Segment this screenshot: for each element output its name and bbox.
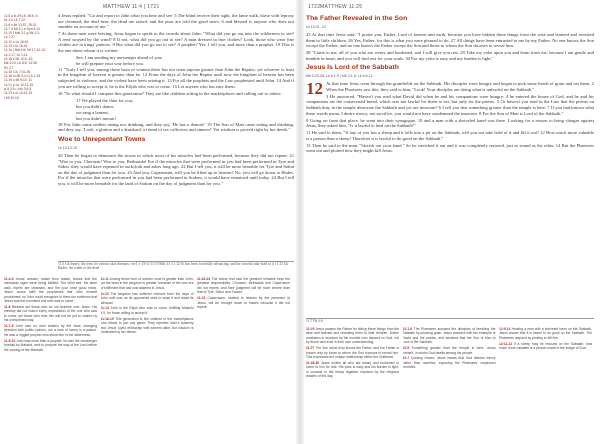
cross-reference: 11:23 s Is 14:13-15 <box>4 91 32 96</box>
poetry-line: See, I am sending my messenger ahead of you; <box>76 54 163 60</box>
right-page <box>300 0 600 444</box>
study-note-reference: 11:25 <box>306 327 315 331</box>
study-note-text: Jesus' answer, drawn from Isaiah, shows that the messianic signs were being fulfilled. The blind see, the lame walk, lepers are cleansed, and the poor hear good news. Jesus' works fulfill the prophecies that John himself proclaimed, so John could recognize in them the evidence that Jesus was the promised one who was to come. <box>4 277 97 304</box>
study-note <box>4 324 97 337</box>
study-note-reference: 11:20-24 <box>197 277 211 281</box>
translation-footnotes-left: 11:5 Gk lepers; the term for various skin diseases; see Lv 13-14 11:10 Mal 3:1 11:12 Or has been forcefully advancing, and the forceful take hold of it 11:23 Gk Hades; the realm of the dead <box>58 262 289 271</box>
study-note <box>101 306 194 315</box>
verse-paragraph: 16 "To what should I compare this generation? They are like children sitting in the marketplaces and calling out to others: <box>58 90 282 96</box>
verse-paragraph: 4 Jesus replied, "Go and report to John what you hear and see: 5 The blind receive their sight, the lame walk, those with leprosy are cleansed, the deaf hear, the dead are raised, and the poor are told the good news, 6 and blessed is anyone who does not stumble on account of me." <box>58 13 294 30</box>
study-note <box>197 277 290 295</box>
study-note-column <box>306 327 399 441</box>
verse-paragraph: 3 He answered, "Haven't you read what David did when he and his companions were hungry: 4 he entered the house of God, and he and his companions ate the consecrated bread, which was not lawful for them to eat, but only for the priests. 5 Or haven't you read in the Law that the priests on Sabbath duty in the temple desecrate the Sabbath and yet are innocent? 6 I tell you that something greater than the temple is here. 7 If you had known what these words mean, I desire mercy, not sacrifice, you would not have condemned the innocent. 8 For the Son of Man is Lord of the Sabbath." <box>306 93 594 116</box>
study-note <box>306 361 399 379</box>
cross-reference: 11:12 h Lk 16:16 <box>4 39 29 44</box>
study-note-text: The Son alone truly knows the Father, and the Father is known only by those to whom the Son chooses to reveal him. This expresses the unique relationship within the Godhead. <box>306 346 399 359</box>
cross-reference: Lk 1:17; Jn 1:21 <box>4 52 28 57</box>
study-note-reference: 11:11 <box>100 277 109 281</box>
study-note-text: Healing a man with a shriveled hand on the Sabbath, Jesus shows that it is lawful to do good on the Sabbath. The Pharisees respond by plotting to kill him. <box>499 327 592 340</box>
study-note-reference: 11:27 <box>306 346 315 351</box>
study-note-column <box>4 277 97 441</box>
study-note <box>4 277 97 303</box>
verse-paragraph: 28 "Come to me, all of you who are weary and burdened, and I will give you rest. 29 Take my yoke upon you and learn from me, because I am gentle and humble in heart, and you will find rest for your souls. 30 For my yoke is easy and my burden is light." <box>306 50 594 61</box>
parallel-reference: Lk 10:13-15 <box>58 145 77 150</box>
study-note <box>403 327 496 345</box>
study-note <box>4 305 97 323</box>
study-note <box>499 327 592 340</box>
study-notes-left <box>4 277 294 441</box>
study-note-text: This generation is like children in the marketplaces who refuse to join any game. They rejected John's austerity and Jesus' joyful fellowship with sinners alike, but wisdom is vindicated by her deeds. <box>100 316 194 334</box>
verse-paragraph: 20 Then he began to denounce the towns in which most of his miracles had been performed, because they did not repent: 21 "Woe to you, Chorazin! Woe to you, Bethsaida! For if the miracles that were performed in you had been performed in Tyre and Sidon, they would have repented in sackcloth and ashes long ago. 22 But I tell you, it will be more bearable for Tyre and Sidon on the day of judgment than for you. 23 And you, Capernaum, will you be lifted up to heaven? No, you will go down to Hades. For if the miracles that were performed in you had been performed in Sodom, it would have remained until today. 24 But I tell you, it will be more bearable for the land of Sodom on the day of judgment than for you." <box>58 152 294 186</box>
study-note-text: Jesus invites all who are weary and burdened to come to him for rest. His yoke is easy and his burden is light, in contrast to the heavy legalism imposed by the religious leaders of the day. <box>306 360 399 379</box>
study-note-text: John was more than a prophet: he was the messenger foretold by Malachi, sent to prepare the way of the Lord before the coming of the Messiah. <box>4 338 97 352</box>
study-note-text: John was no reed shaken by the wind, changing direction with public opinion, nor a man of luxury in a palace. He was a rugged prophet who stood firm in the wilderness. <box>4 324 97 337</box>
study-note-text: Quoting Hosea, Jesus insists that God desires mercy rather than sacrifice, exposing the Pharisees' misplaced priorities. <box>402 356 496 370</box>
study-notes-right <box>306 327 596 441</box>
cross-reference: 11:6 c Mt 13:57; 26:31 <box>4 22 37 27</box>
section-heading: Woe to Unrepentant Towns <box>58 135 146 143</box>
verse-text: At that time Jesus went through the grainfields on the Sabbath. His disciples were hungry and began to pick some heads of grain and eat them. 2 When the Pharisees saw this, they said to him, "Look! Your disciples are doing what is unlawful on the Sabbath." <box>326 81 594 92</box>
study-note <box>306 327 399 345</box>
study-note <box>403 346 496 355</box>
cross-reference: 61:1 b Lk 7:22 <box>4 18 25 23</box>
cross-reference: q Jl 3:4 r Jnh 3:6-8 <box>4 87 32 92</box>
parallel-reference: Mk 2:23-28; Lk 6:1-5 | Mk 3:1-6; Lk 6:6-11 <box>306 74 373 79</box>
study-note-reference: 12:9-14 <box>499 327 511 331</box>
study-note-text: Blessed are those who do not stumble over Jesus. His ministry did not match every expectation of the one who was to come, yet those who trust him will not be put to shame by his unexpected way. <box>4 304 97 323</box>
study-note-text: The Pharisees accused the disciples of breaking the Sabbath by plucking grain. Jesus answers with the example of David and the priests, and declares that the Son of Man is Lord of the Sabbath. <box>402 327 496 345</box>
study-note <box>4 339 97 352</box>
study-note-text: Jesus praises the Father for hiding these things from the wise and learned and revealing them to little children. Divine revelation is received by the humble who depend on God, not by those who trust in their own understanding. <box>306 327 399 345</box>
study-note-reference: 12:6 <box>402 346 410 351</box>
parallel-reference: Lk 10:21, 22 <box>306 25 326 29</box>
study-note-column <box>403 327 496 441</box>
study-note-reference: 11:16-19 <box>100 316 114 321</box>
study-note-text: Something greater than the temple is here: Jesus himself, in whom God dwells among his people. <box>402 346 496 355</box>
study-note-text: The towns that saw the greatest miracles bear the greatest responsibility. Chorazin, Bethsaida and Capernaum did not repent, and their judgment will be more severe than that of Tyre, Sidon and Sodom. <box>197 277 290 295</box>
study-note-reference: 11:12 <box>100 291 109 296</box>
study-note-text: The kingdom has suffered violence from the days of John until now, as its opponents seek to seize it and resist its advance. <box>100 291 194 305</box>
cross-reference: 11:13 i Lk 16:16 <box>4 44 28 49</box>
verse-paragraph: 9 Going on from that place, he went into their synagogue, 10 and a man with a shriveled hand was there. Looking for a reason to bring charges against Jesus, they asked him, "Is it lawful to heal on the Sabbath?" <box>306 117 594 129</box>
cross-reference: Lk 7:27 <box>4 35 15 40</box>
verse-paragraph: 13 Then he said to the man, "Stretch out your hand." So he stretched it out and it was completely restored, just as sound as the other. 14 But the Pharisees went out and plotted how they might kill Jesus. <box>306 142 594 154</box>
page-number-right: 1722 <box>308 4 321 10</box>
study-note-column <box>499 327 592 441</box>
study-note <box>101 292 194 305</box>
verse-paragraph: 11 "Truly I tell you, among those born of women there has not risen anyone greater than John the Baptist; yet whoever is least in the kingdom of heaven is greater than he. 12 From the days of John the Baptist until now the kingdom of heaven has been subjected to violence, and the violent have been seizing it. 13 For all the prophets and the Law prophesied until John. 14 And if you are willing to accept it, he is the Elijah who was to come. 15 Let anyone who has ears listen. <box>58 66 294 89</box>
cross-reference: 11:21 p Lk 10:13-15 <box>4 82 34 87</box>
cross-reference: Mk 4:23; Lk 8:8; 14:35; <box>4 61 38 66</box>
study-note-reference: 12:11-12 <box>499 341 513 346</box>
cross-reference: 11:16 l Lk 7:31-35 <box>4 69 31 74</box>
verse-paragraph: 18 For John came neither eating nor drinking, and they say, 'He has a demon!' 19 The Son of Man came eating and drinking, and they say, 'Look, a glutton and a drunkard, a friend of tax collectors and sinners!' Yet wisdom is proved right by her deeds." <box>58 121 294 133</box>
verse-paragraph: 25 At that time Jesus said, "I praise you, Father, Lord of heaven and earth, because you have hidden these things from the wise and learned and revealed them to little children. 26 Yes, Father, for this is what you were pleased to do. 27 All things have been entrusted to me by my Father. No one knows the Son except the Father, and no one knows the Father except the Son and those to whom the Son chooses to reveal him. <box>306 32 594 49</box>
cross-reference: 11:18 m Mt 3:4 n Lk 1:15 <box>4 74 41 79</box>
running-head-left: MATTHEW 11:4 | 1721 <box>103 4 160 10</box>
study-note <box>101 277 194 290</box>
study-note-reference: 11:6 <box>4 304 11 309</box>
study-note-text: If a sheep may be rescued on the Sabbath, how much more valuable is a person made in the image of God. <box>499 341 592 351</box>
study-note <box>499 342 592 351</box>
poetry-line: he will prepare your way before you. <box>76 60 144 66</box>
poetry-line: 17 We played the flute for you, <box>76 97 134 103</box>
study-note-reference: 11:28-30 <box>306 360 320 365</box>
poetry-line: we sang a lament, <box>76 109 109 115</box>
scripture-text-left <box>58 13 294 259</box>
cross-reference: t Mt 10:15 <box>4 95 19 100</box>
study-note-text: John is the Elijah who was to come, fulfilling Malachi 4:5, for those willing to accept it. <box>100 306 194 315</box>
study-note <box>306 346 399 359</box>
running-head-right: MATTHEW 11:25 <box>320 4 363 10</box>
translation-footnotes-right: 12:7 Hs 6:6 <box>306 319 323 323</box>
study-note <box>197 296 290 309</box>
study-note-reference: 11:9-10 <box>4 338 16 343</box>
cross-reference: 11:14 j Mal 4:5; Mt 17:10-13; <box>4 48 46 53</box>
study-note-text: Among those born of women none is greater than John; yet the least in the kingdom is greater, because of the new era of fulfillment that has now dawned in Jesus. <box>100 277 194 290</box>
verse-paragraph: 7 As these men were leaving, Jesus began to speak to the crowds about John: "What did you go out into the wilderness to see? A reed swayed by the wind? 8 If not, what did you go out to see? A man dressed in fine clothes? Look, those who wear fine clothes are in kings' palaces. 9 But what did you go out to see? A prophet? Yes, I tell you, and more than a prophet. 10 This is the one about whom it is written: <box>58 31 294 53</box>
cross-reference: 11:19 o Mt 9:10, 11 <box>4 78 32 83</box>
study-note-reference: 11:14 <box>100 306 109 311</box>
study-note-reference: 11:4-5 <box>4 277 14 281</box>
cross-reference: 11:7 d Mt 3:1 e Eph 4:14 <box>4 26 40 31</box>
poetry-line: but you didn't dance; <box>76 103 115 109</box>
cross-reference: 11:5 a Is 29:18; 35:5, 6; <box>4 14 39 18</box>
poetry-line: but you didn't mourn! <box>76 115 117 121</box>
cross-reference: Rv 2:7 <box>4 65 14 70</box>
study-note-reference: 11:7-8 <box>4 324 14 329</box>
study-note-reference: 12:1-8 <box>402 327 413 331</box>
verse-paragraph: 11 He said to them, "If any of you has a sheep and it falls into a pit on the Sabbath, will you not take hold of it and lift it out? 12 How much more valuable is a person than a sheep! Therefore it is lawful to do good on the Sabbath." <box>306 130 594 141</box>
section-heading: Jesus Is Lord of the Sabbath <box>306 64 399 72</box>
scripture-text-right <box>306 12 594 314</box>
section-heading: The Father Revealed in the Son <box>306 15 408 22</box>
chapter-opening <box>306 79 594 99</box>
cross-reference: 11:10 f Mal 3:1 g Mk 1:2; <box>4 31 41 36</box>
study-note <box>101 317 194 335</box>
study-note-reference: 12:7 <box>402 356 410 361</box>
cross-reference: 11:15 k Mt 13:9, 43; <box>4 56 33 61</box>
study-note-text: Capernaum, exalted to heaven by the presence of Jesus, will be brought down to Hades because it did not repent. <box>197 296 290 309</box>
study-note-column <box>101 277 194 441</box>
study-note-reference: 11:23 <box>197 296 206 301</box>
study-note <box>403 356 496 369</box>
cross-reference-column <box>4 14 56 100</box>
chapter-number: 12 <box>306 79 323 99</box>
study-note-column <box>197 277 290 441</box>
